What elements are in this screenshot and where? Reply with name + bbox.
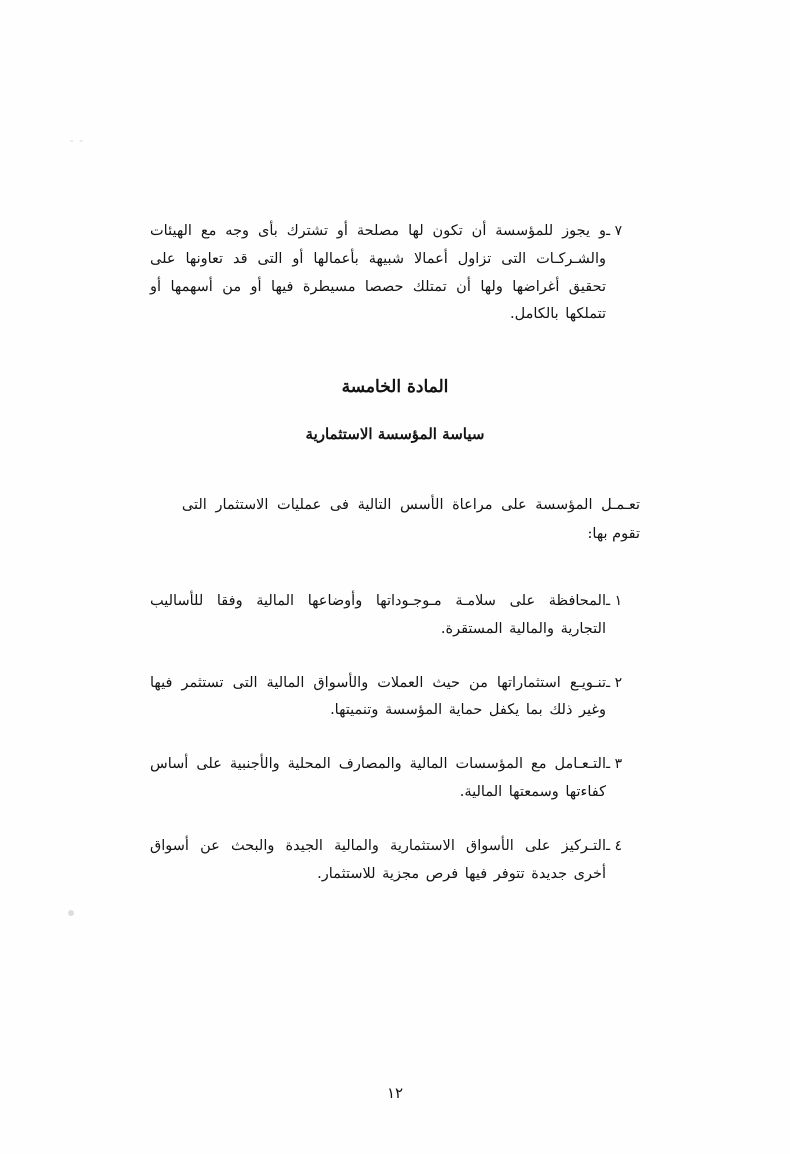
list-item [150,670,640,726]
clause-seven-text: و يجوز للمؤسسة أن تكون لها مصلحة أو تشترك بأى وجه مع الهيئات والشـركـات التى تزاول أعمالا شبيهة بأعمالها أو التى قد تعاونها على تحقيق أغراضها ولها أن تمتلك حصصا مسيطرة فيها أو من أسهمها أو تتملكها بالكامل. [150,223,606,323]
article-subtitle: سياسة المؤسسة الاستثمارية [305,425,485,444]
article-intro [150,491,640,548]
article-title: المادة الخامسة [341,377,449,398]
clause-seven [150,218,640,329]
list-item-number: ٤ ـ [606,837,623,854]
policy-list [150,588,640,889]
scan-artifact-bottom-left [68,910,74,916]
list-item-text: التـعـامل مع المؤسسات المالية والمصارف المحلية والأجنبية على أساس كفاءتها وسمعتها المالية. [150,756,606,800]
list-item [150,588,640,644]
page-content [150,218,640,914]
list-item-number: ٢ ـ [606,674,623,691]
clause-seven-number: ٧ ـ [606,223,623,239]
article-intro-main: تعـمـل المؤسسة على مراعاة الأسس التالية فى عمليات الاستثمار التى [181,497,640,514]
list-item-number: ١ ـ [606,592,623,609]
list-item-number: ٣ ـ [606,756,623,773]
scan-artifact-top-left: - - [69,134,84,147]
list-item-text: تنـويـع استثماراتها من حيث العملات والأسواق المالية التى تستثمر فيها وغير ذلك بما يكفل حماية المؤسسة وتنميتها. [150,674,606,719]
list-item [150,751,640,807]
list-item-text: المحافظة على سلامـة مـوجـوداتها وأوضاعها المالية وفقا للأساليب التجارية والمالية المستقرة. [150,592,606,637]
article-intro-tail: تقوم بها: [587,525,640,542]
list-item [150,833,640,889]
list-item-text: التـركيز على الأسواق الاستثمارية والمالية الجيدة والبحث عن أسواق أخرى جديدة تتوفر فيها فرص مجزية للاستثمار. [150,837,606,882]
page-number: ١٢ [386,1084,404,1102]
